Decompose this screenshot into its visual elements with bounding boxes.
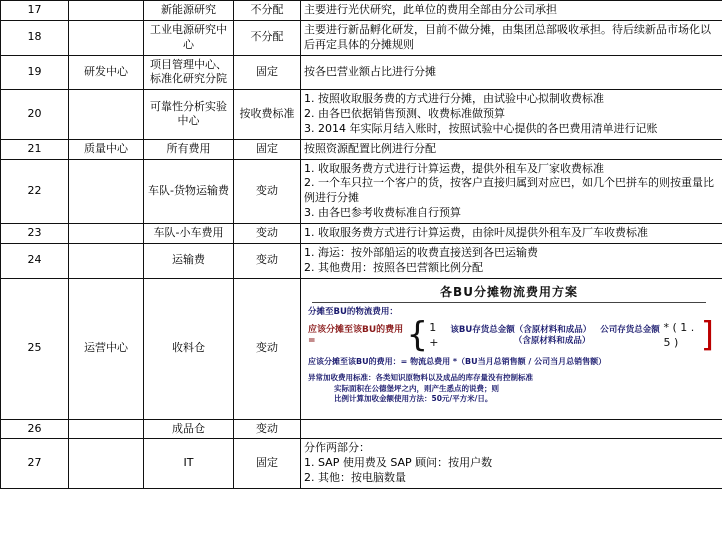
row-no: 19 bbox=[1, 55, 69, 90]
row-item: 车队-货物运输费 bbox=[144, 159, 234, 223]
figure-left-brace: { bbox=[406, 315, 429, 356]
row-center bbox=[69, 223, 144, 243]
row-type: 按收费标准 bbox=[234, 90, 301, 140]
figure-divider bbox=[312, 302, 706, 303]
table-row bbox=[1, 278, 722, 419]
row-no: 23 bbox=[1, 223, 69, 243]
row-desc bbox=[301, 223, 722, 243]
figure-note-secondary bbox=[308, 373, 714, 406]
row-desc bbox=[301, 90, 722, 140]
table-row bbox=[1, 243, 722, 278]
row-desc bbox=[301, 1, 722, 21]
figure-note-primary: 应该分摊至该BU的费用：= 物流总费用 *（BU当月总销售额 / 公司当月总销售额） bbox=[308, 356, 607, 366]
row-no: 22 bbox=[1, 159, 69, 223]
row-center: 研发中心 bbox=[69, 55, 144, 90]
table-row bbox=[1, 439, 722, 489]
row-center bbox=[69, 243, 144, 278]
row-desc bbox=[301, 439, 722, 489]
figure-fraction-denominator: 公司存货总金额（含原材料和成品） bbox=[513, 325, 660, 346]
row-type: 变动 bbox=[234, 419, 301, 439]
figure-note-line: 实际面积在公德堡坪之内，则产生悉点的说费；则 bbox=[334, 383, 499, 393]
row-desc bbox=[301, 20, 722, 55]
row-center bbox=[69, 1, 144, 21]
figure-note-line: 比例计算加收金额使用方法：50元/平方米/日。 bbox=[334, 394, 493, 404]
row-center bbox=[69, 90, 144, 140]
desc-line: 1. 收取服务费方式进行计算运费，由徐叶凤提供外租车及厂车收费标准 bbox=[304, 225, 648, 239]
row-type: 固定 bbox=[234, 55, 301, 90]
row-center bbox=[69, 159, 144, 223]
row-no: 18 bbox=[1, 20, 69, 55]
desc-line: 2. 其他费用：按照各巴营额比例分配 bbox=[304, 260, 483, 274]
row-no: 20 bbox=[1, 90, 69, 140]
row-type: 不分配 bbox=[234, 1, 301, 21]
figure-fraction bbox=[446, 325, 662, 346]
row-item: 收料仓 bbox=[144, 278, 234, 419]
figure-formula-row bbox=[308, 315, 714, 356]
row-center bbox=[69, 20, 144, 55]
figure-subtitle: 分摊至BU的物流费用： bbox=[308, 306, 398, 317]
table-row bbox=[1, 419, 722, 439]
desc-line: 主要进行新品孵化研发，目前不做分摊，由集团总部吸收承担。待后续新品市场化以后再定具体的分摊规则 bbox=[304, 22, 711, 51]
desc-line: 3. 2014 年实际月结入账时，按照试验中心提供的各巴费用清单进行记账 bbox=[304, 121, 658, 135]
row-center: 运营中心 bbox=[69, 278, 144, 419]
desc-line: 2. 由各巴依据销售预测、收费标准做预算 bbox=[304, 107, 505, 121]
row-no: 24 bbox=[1, 243, 69, 278]
row-type: 固定 bbox=[234, 139, 301, 159]
figure-note-line: 异常加收费用标准：各类知识原物料以及成品的库存量没有控制标准 bbox=[308, 372, 533, 382]
row-item: IT bbox=[144, 439, 234, 489]
figure-right-brace: ] bbox=[700, 315, 714, 356]
table-row bbox=[1, 20, 722, 55]
desc-line: 主要进行光伏研究，此单位的费用全部由分公司承担 bbox=[304, 3, 557, 16]
figure-tail: * ( 1 . 5 ) bbox=[663, 321, 695, 349]
row-desc bbox=[301, 278, 722, 419]
table-row bbox=[1, 90, 722, 140]
figure-fraction-numerator: 该BU存货总金额（含原材料和成品） bbox=[450, 325, 592, 336]
row-center: 质量中心 bbox=[69, 139, 144, 159]
row-type: 变动 bbox=[234, 223, 301, 243]
row-desc bbox=[301, 139, 722, 159]
row-type: 变动 bbox=[234, 159, 301, 223]
table-row bbox=[1, 139, 722, 159]
figure-multiplier-prefix: 1 + bbox=[429, 321, 439, 349]
row-item: 项目管理中心、标准化研究分院 bbox=[144, 55, 234, 90]
desc-line: 1. 海运：按外部船运的收费直接送到各巴运输费 bbox=[304, 245, 538, 259]
row-type: 不分配 bbox=[234, 20, 301, 55]
row-desc bbox=[301, 159, 722, 223]
desc-line: 1. SAP 使用费及 SAP 顾问：按用户数 bbox=[304, 456, 493, 470]
row-item: 运输费 bbox=[144, 243, 234, 278]
desc-line: 3. 由各巴参考收费标准自行预算 bbox=[304, 206, 461, 220]
row-no: 25 bbox=[1, 278, 69, 419]
row-item: 新能源研究 bbox=[144, 1, 234, 21]
row-item: 工业电源研究中心 bbox=[144, 20, 234, 55]
row-center bbox=[69, 439, 144, 489]
row-item: 车队-小车费用 bbox=[144, 223, 234, 243]
table-row bbox=[1, 159, 722, 223]
row-no: 17 bbox=[1, 1, 69, 21]
row-type: 固定 bbox=[234, 439, 301, 489]
desc-line: 按照资源配置比例进行分配 bbox=[304, 141, 436, 155]
row-item: 所有费用 bbox=[144, 139, 234, 159]
desc-line: 2. 其他：按电脑数量 bbox=[304, 471, 406, 485]
desc-line: 按各巴营业额占比进行分摊 bbox=[304, 64, 436, 78]
table-row bbox=[1, 1, 722, 21]
row-desc bbox=[301, 419, 722, 439]
row-type: 变动 bbox=[234, 278, 301, 419]
desc-line: 1. 收取服务费方式进行计算运费，提供外租车及厂家收费标准 bbox=[304, 161, 604, 175]
row-no: 21 bbox=[1, 139, 69, 159]
row-desc bbox=[301, 55, 722, 90]
table-row bbox=[1, 55, 722, 90]
figure-title: 各BU分摊物流费用方案 bbox=[440, 284, 578, 299]
row-no: 27 bbox=[1, 439, 69, 489]
row-center bbox=[69, 419, 144, 439]
desc-line: 分作两部分： bbox=[304, 441, 370, 455]
row-type: 变动 bbox=[234, 243, 301, 278]
row-no: 26 bbox=[1, 419, 69, 439]
figure-left-label: 应该分摊至该BU的费用 = bbox=[308, 325, 404, 346]
row-desc bbox=[301, 243, 722, 278]
embedded-formula-figure bbox=[304, 282, 714, 417]
desc-line: 2. 一个车只拉一个客户的货，按客户直接归属到对应巴，如几个巴拼车的则按重量比例进行分摊 bbox=[304, 176, 714, 205]
table-row bbox=[1, 223, 722, 243]
row-item: 可靠性分析实验中心 bbox=[144, 90, 234, 140]
row-item: 成品仓 bbox=[144, 419, 234, 439]
desc-line: 1. 按照收取服务费的方式进行分摊，由试验中心拟制收费标准 bbox=[304, 92, 604, 106]
